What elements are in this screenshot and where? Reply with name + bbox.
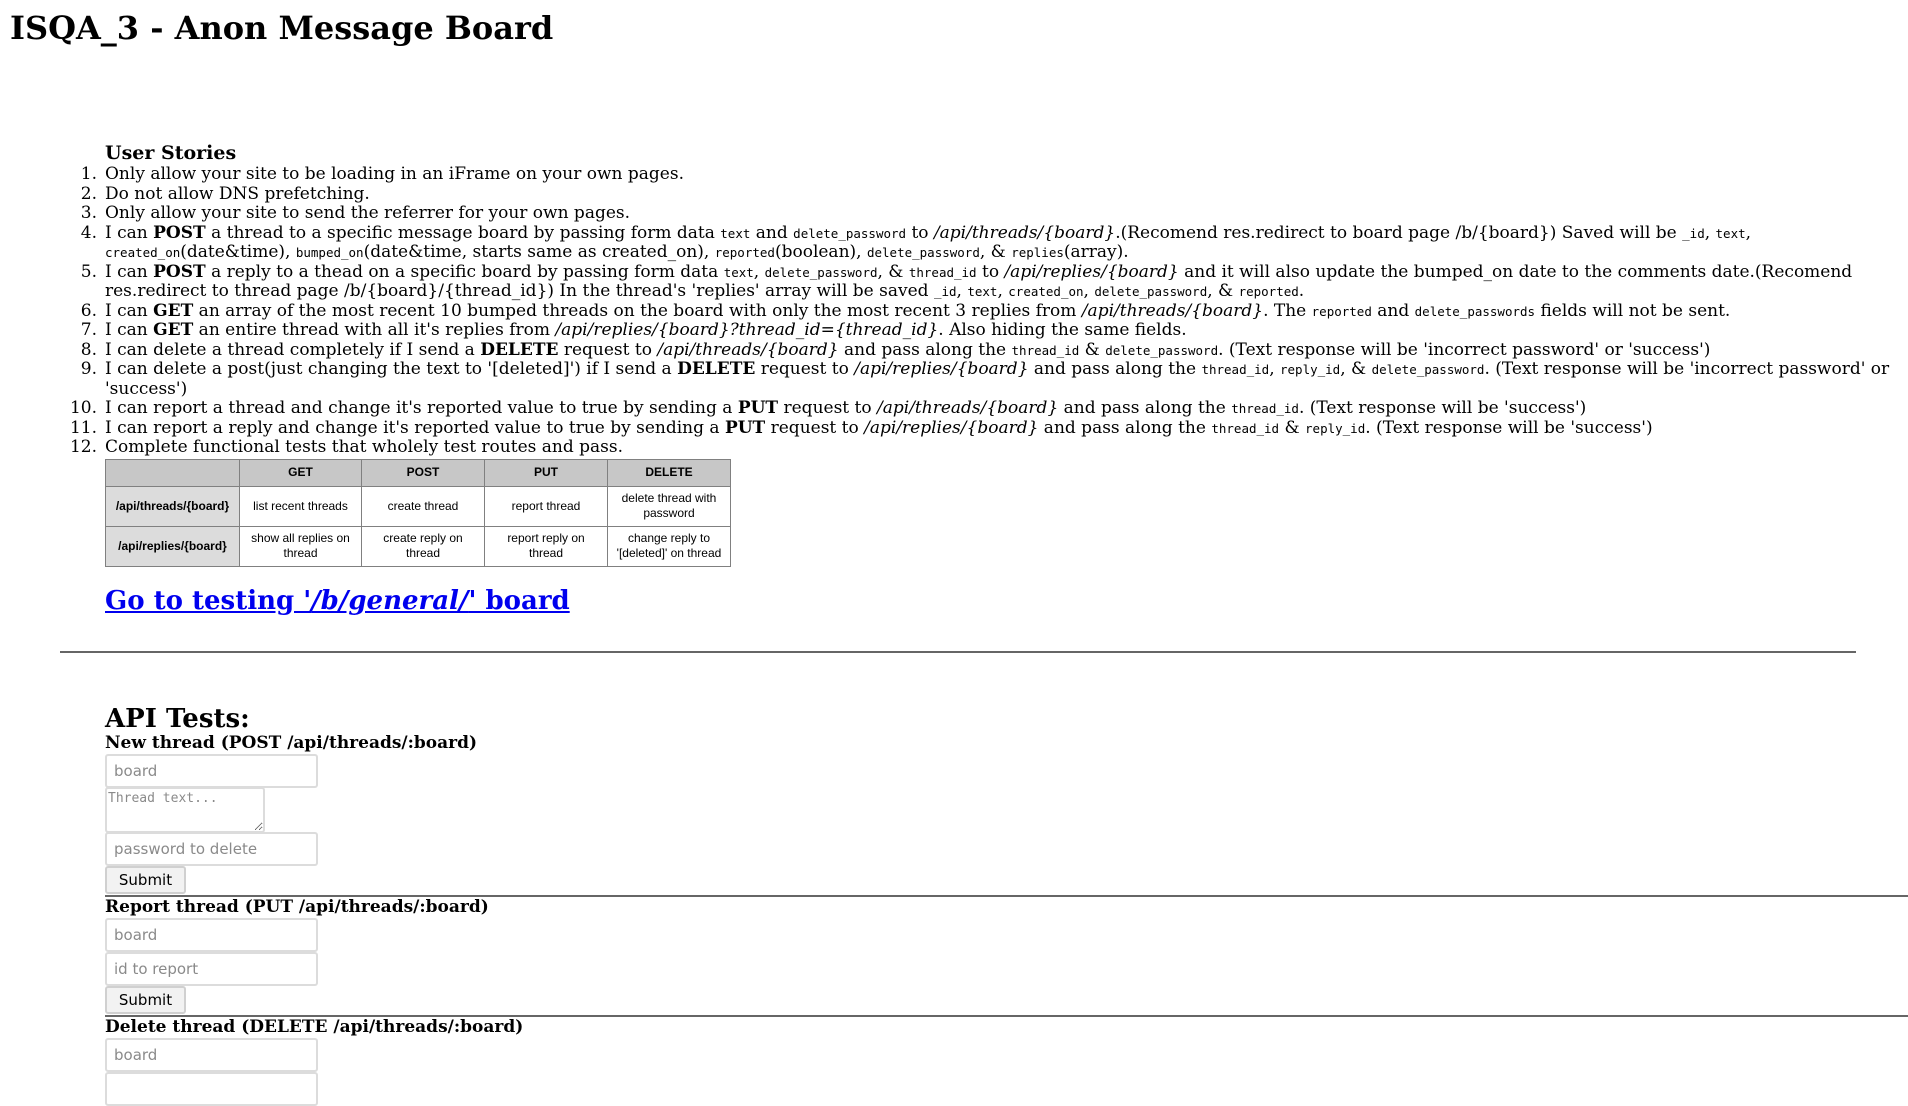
- story-text: to: [906, 222, 934, 243]
- page-title: ISQA_3 - Anon Message Board: [10, 9, 554, 47]
- story-text: ,: [956, 281, 968, 301]
- route-cell: /api/replies/{board}: [106, 526, 240, 566]
- table-cell: create thread: [362, 486, 485, 526]
- http-method: GET: [153, 300, 194, 321]
- story-text: fields will not be sent.: [1535, 300, 1731, 321]
- field-name: bumped_on: [295, 245, 364, 260]
- story-text: and pass along the: [1028, 359, 1202, 379]
- story-text: ,: [997, 281, 1009, 301]
- field-name: text: [720, 225, 751, 241]
- user-story-item: [80, 203, 1895, 224]
- story-text: Complete functional tests that wholely test routes and pass.: [105, 437, 624, 457]
- field-name: thread_id: [1211, 420, 1280, 436]
- field-name: _id: [1682, 225, 1705, 241]
- story-text: (array).: [1063, 242, 1129, 262]
- table-cell: report thread: [485, 486, 608, 526]
- table-cell: change reply to '[deleted]' on thread: [608, 526, 731, 566]
- story-text: request to: [558, 339, 658, 360]
- field-name: text: [967, 284, 998, 299]
- report-thread-board-input[interactable]: [105, 918, 318, 952]
- routes-table-header-row: [106, 459, 731, 486]
- delete-thread-title: Delete thread (DELETE /api/threads/:board): [105, 1017, 524, 1037]
- story-text: I can delete a thread completely if I send a: [105, 339, 481, 360]
- user-story-item: [80, 261, 1895, 302]
- field-name: delete_password: [1105, 342, 1219, 358]
- story-text: I can report a thread and change it's reported value to true by sending a: [105, 398, 738, 418]
- story-text: request to: [778, 398, 878, 418]
- story-text: . Also hiding the same fields.: [938, 320, 1187, 340]
- user-story-item: [80, 300, 1895, 322]
- api-path: /api/replies/{board}: [864, 417, 1039, 438]
- story-text: . (Text response will be 'incorrect password' or 'success'): [1218, 339, 1711, 360]
- story-text: . (Text response will be 'success'): [1298, 398, 1587, 418]
- story-text: ,: [753, 261, 765, 282]
- story-text: . (Text response will be 'success'): [1365, 417, 1653, 438]
- http-method: PUT: [737, 398, 779, 418]
- field-name: replies: [1011, 245, 1064, 260]
- story-text: I can delete a post(just changing the text to '[deleted]') if I send a: [105, 359, 678, 379]
- api-path: /api/threads/{board}: [657, 339, 839, 360]
- user-story-item: [80, 222, 1895, 263]
- table-cell: show all replies on thread: [240, 526, 362, 566]
- field-name: thread_id: [1231, 401, 1299, 416]
- field-name: delete_passwords: [1414, 303, 1536, 319]
- testing-link-path: /b/general/: [311, 585, 469, 616]
- field-name: delete_password: [793, 225, 907, 241]
- story-text: &: [1079, 339, 1106, 360]
- http-method: POST: [153, 222, 206, 243]
- story-text: (boolean),: [774, 242, 867, 262]
- table-header-cell: POST: [362, 459, 485, 486]
- field-name: delete_password: [1094, 284, 1208, 299]
- story-number: 7.: [80, 320, 97, 340]
- table-row: [106, 486, 731, 526]
- story-text: Do not allow DNS prefetching.: [105, 183, 370, 204]
- field-name: reply_id: [1305, 420, 1366, 436]
- story-text: ,: [1269, 359, 1280, 379]
- story-text: (date&time, starts same as created_on),: [363, 242, 715, 262]
- story-text: and pass along the: [1058, 398, 1232, 418]
- field-name: reply_id: [1280, 362, 1341, 377]
- table-cell: report reply on thread: [485, 526, 608, 566]
- api-path: /api/replies/{board}?thread_id={thread_id}: [555, 320, 939, 340]
- testing-board-link[interactable]: [105, 586, 570, 616]
- field-name: text: [1715, 225, 1746, 241]
- story-text: request to: [765, 417, 865, 438]
- story-text: , &: [877, 261, 909, 282]
- story-text: , &: [1340, 359, 1372, 379]
- field-name: _id: [933, 284, 957, 299]
- new-thread-submit-button[interactable]: Submit: [105, 866, 186, 894]
- story-number: 12.: [69, 437, 97, 457]
- story-number: 4.: [80, 222, 97, 243]
- field-name: thread_id: [1011, 342, 1080, 358]
- testing-link-prefix: Go to testing ': [105, 585, 312, 616]
- story-text: &: [1279, 417, 1306, 438]
- story-text: (date&time),: [180, 242, 296, 262]
- field-name: reported: [1238, 284, 1299, 299]
- http-method: DELETE: [480, 339, 559, 360]
- table-header-cell: DELETE: [608, 459, 731, 486]
- user-story-item: [69, 417, 1895, 439]
- section-divider: [60, 651, 1856, 653]
- story-text: request to: [755, 359, 855, 379]
- user-stories-heading: User Stories: [105, 142, 237, 164]
- user-story-item: [80, 320, 1895, 341]
- story-number: 11.: [69, 417, 97, 438]
- story-text: and pass along the: [838, 339, 1012, 360]
- http-method: PUT: [724, 417, 766, 438]
- table-cell: list recent threads: [240, 486, 362, 526]
- story-text: ,: [1745, 222, 1752, 243]
- routes-table: [105, 459, 731, 567]
- story-text: .: [1298, 281, 1305, 301]
- story-number: 5.: [80, 261, 97, 282]
- http-method: POST: [153, 261, 206, 282]
- story-text: ,: [1704, 222, 1716, 243]
- story-text: an array of the most recent 10 bumped threads on the board with only the most recent 3 replies from: [193, 300, 1082, 321]
- story-text: to: [976, 261, 1005, 282]
- field-name: delete_password: [764, 264, 878, 280]
- story-text: I can report a reply and change it's reported value to true by sending a: [105, 417, 725, 438]
- table-header-cell: PUT: [485, 459, 608, 486]
- field-name: delete_password: [866, 245, 980, 260]
- story-number: 3.: [80, 203, 97, 223]
- story-text: and: [1371, 300, 1415, 321]
- field-name: reported: [714, 245, 775, 260]
- table-header-cell: [106, 459, 240, 486]
- report-thread-submit-button[interactable]: Submit: [105, 986, 186, 1014]
- story-text: I can: [105, 261, 154, 282]
- user-story-item: [69, 398, 1895, 419]
- user-story-item: [80, 183, 1895, 205]
- story-text: I can: [105, 222, 154, 243]
- route-cell: /api/threads/{board}: [106, 486, 240, 526]
- story-text: I can: [105, 320, 154, 340]
- field-name: thread_id: [1201, 362, 1270, 377]
- table-row: [106, 526, 731, 566]
- user-story-item: [80, 359, 1895, 399]
- new-thread-text-input[interactable]: [105, 787, 265, 833]
- story-text: . (Text response will be 'incorrect password' or 'success'): [105, 359, 1890, 399]
- story-number: 1.: [80, 164, 97, 184]
- api-path: /api/threads/{board}: [1081, 300, 1264, 321]
- story-text: and: [750, 222, 794, 243]
- story-text: a thread to a specific message board by passing form data: [205, 222, 721, 243]
- delete-thread-board-input[interactable]: [105, 1038, 318, 1072]
- api-path: /api/threads/{board}: [933, 222, 1116, 243]
- field-name: delete_password: [1371, 362, 1485, 377]
- story-text: , &: [1207, 281, 1239, 301]
- user-stories-section: [69, 141, 1895, 616]
- field-name: created_on: [105, 245, 181, 260]
- report-thread-title: Report thread (PUT /api/threads/:board): [105, 897, 489, 917]
- story-text: a reply to a thead on a specific board by passing form data: [205, 261, 724, 282]
- new-thread-title: New thread (POST /api/threads/:board): [105, 733, 478, 753]
- table-cell: delete thread with password: [608, 486, 731, 526]
- story-number: 8.: [80, 339, 97, 360]
- story-text: and pass along the: [1038, 417, 1212, 438]
- story-text: .(Recomend res.redirect to board page /b/{board}) Saved will be: [1115, 222, 1683, 243]
- testing-link-suffix: ' board: [468, 585, 570, 616]
- user-stories-list: [69, 164, 1895, 458]
- http-method: DELETE: [677, 359, 756, 379]
- story-text: Only allow your site to send the referrer for your own pages.: [105, 203, 631, 223]
- story-number: 10.: [69, 398, 97, 418]
- field-name: text: [723, 264, 754, 280]
- story-text: an entire thread with all it's replies from: [193, 320, 556, 340]
- field-name: thread_id: [908, 264, 977, 280]
- user-story-item: [80, 339, 1895, 361]
- table-cell: create reply on thread: [362, 526, 485, 566]
- field-name: created_on: [1008, 284, 1084, 299]
- api-path: /api/replies/{board}: [1004, 261, 1179, 282]
- story-text: , &: [979, 242, 1012, 262]
- report-thread-id-input[interactable]: [105, 952, 318, 986]
- story-number: 6.: [80, 300, 97, 321]
- table-header-cell: GET: [240, 459, 362, 486]
- story-text: . The: [1263, 300, 1312, 321]
- user-story-item: [80, 164, 1895, 185]
- story-text: ,: [1083, 281, 1095, 301]
- story-number: 2.: [80, 183, 97, 204]
- new-thread-board-input[interactable]: [105, 754, 318, 788]
- api-path: /api/replies/{board}: [854, 359, 1029, 379]
- new-thread-password-input[interactable]: [105, 832, 318, 866]
- story-number: 9.: [80, 359, 97, 379]
- api-path: /api/threads/{board}: [877, 398, 1059, 418]
- user-story-item: [69, 437, 1895, 458]
- story-text: I can: [105, 300, 154, 321]
- delete-thread-password-input[interactable]: [105, 1072, 318, 1106]
- field-name: reported: [1311, 303, 1372, 319]
- story-text: Only allow your site to be loading in an iFrame on your own pages.: [105, 164, 684, 184]
- api-tests-title: API Tests:: [105, 704, 250, 734]
- http-method: GET: [153, 320, 194, 340]
- story-text: and it will also update the bumped_on date to the comments date.(Recomend res.redirect to thread page /b/{board}/{thread_id}) In the thread's 'replies' array will be saved: [105, 261, 1853, 301]
